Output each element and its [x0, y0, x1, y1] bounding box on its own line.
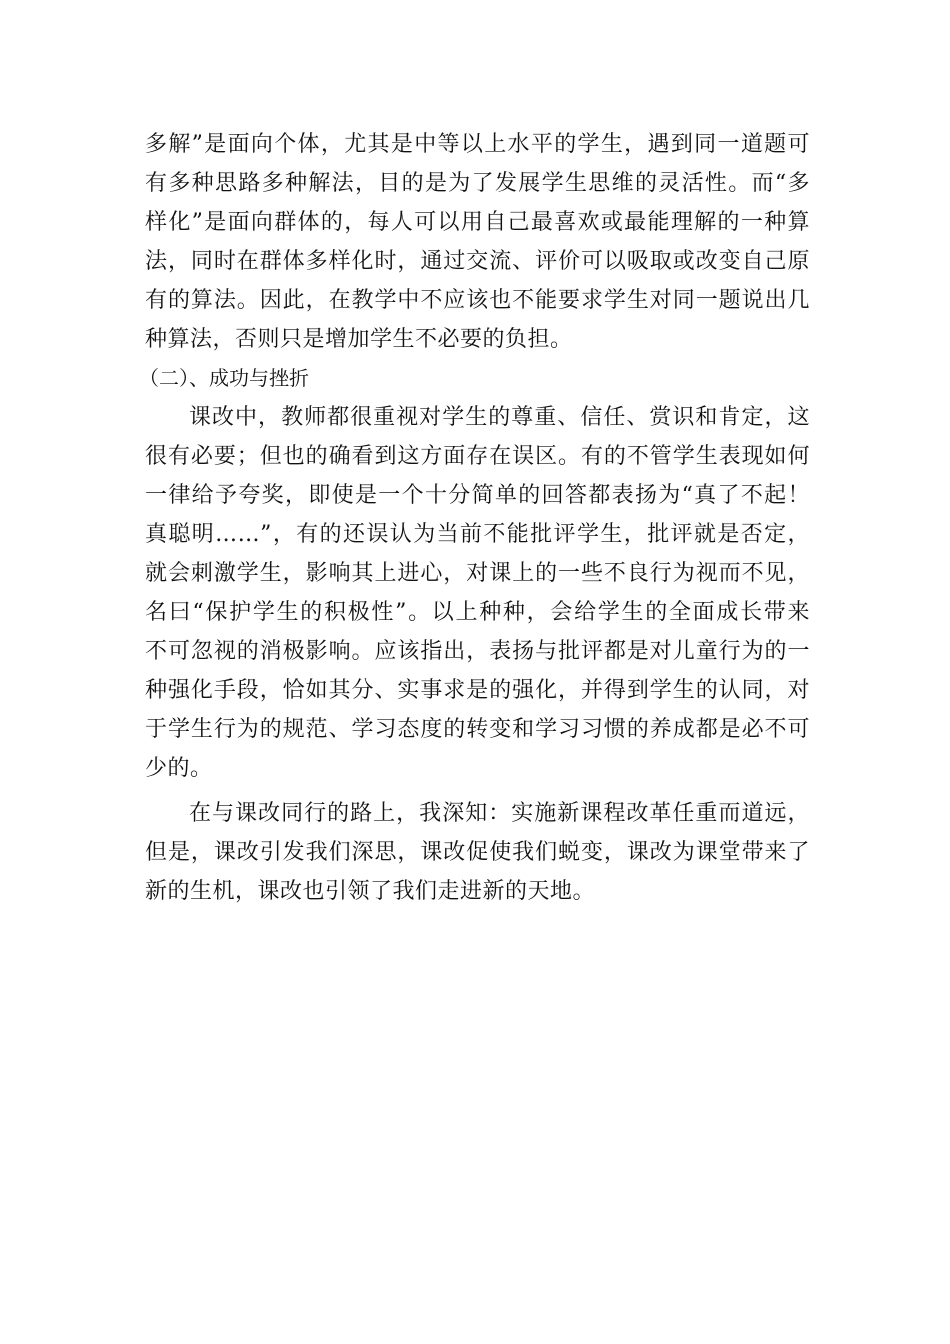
text-line: 不可忽视的消极影响。应该指出，表扬与批评都是对儿童行为的一	[145, 639, 810, 664]
section-heading: （二）、成功与挫折	[139, 366, 309, 390]
text-line: 少的。	[145, 756, 213, 781]
text-line: 有多种思路多种解法，目的是为了发展学生思维的灵活性。而“多	[145, 171, 810, 196]
text-line: 在与课改同行的路上，我深知：实施新课程改革任重而道远，	[189, 801, 810, 826]
text-line: 样化”是面向群体的，每人可以用自己最喜欢或最能理解的一种算	[145, 210, 810, 235]
text-line: 名曰“保护学生的积极性”。以上种种，会给学生的全面成长带来	[145, 600, 810, 625]
paragraph-success-and-setbacks	[145, 398, 810, 788]
text-line: 于学生行为的规范、学习态度的转变和学习习惯的养成都是必不可	[145, 717, 810, 742]
text-line: 课改中，教师都很重视对学生的尊重、信任、赏识和肯定，这	[189, 405, 810, 430]
paragraph-diversified-algorithms	[145, 125, 810, 359]
text-line: 种算法，否则只是增加学生不必要的负担。	[145, 327, 573, 352]
text-line: 一律给予夸奖，即使是一个十分简单的回答都表扬为“真了不起！	[145, 483, 810, 508]
text-line: 法，同时在群体多样化时，通过交流、评价可以吸取或改变自己原	[145, 249, 810, 274]
document-page	[139, 125, 810, 911]
text-line: 有的算法。因此，在教学中不应该也不能要求学生对同一题说出几	[145, 288, 810, 313]
text-line: 就会刺激学生，影响其上进心，对课上的一些不良行为视而不见，	[145, 561, 810, 586]
text-line: 但是，课改引发我们深思，课改促使我们蜕变，课改为课堂带来了	[145, 840, 810, 865]
text-line: 真聪明……”，有的还误认为当前不能批评学生，批评就是否定，	[145, 522, 810, 547]
text-line: 种强化手段，恰如其分、实事求是的强化，并得到学生的认同，对	[145, 678, 810, 703]
paragraph-conclusion	[145, 794, 810, 911]
text-line: 多解”是面向个体，尤其是中等以上水平的学生，遇到同一道题可	[145, 132, 810, 157]
text-line: 新的生机，课改也引领了我们走进新的天地。	[145, 879, 596, 904]
text-line: 很有必要；但也的确看到这方面存在误区。有的不管学生表现如何	[145, 444, 810, 469]
